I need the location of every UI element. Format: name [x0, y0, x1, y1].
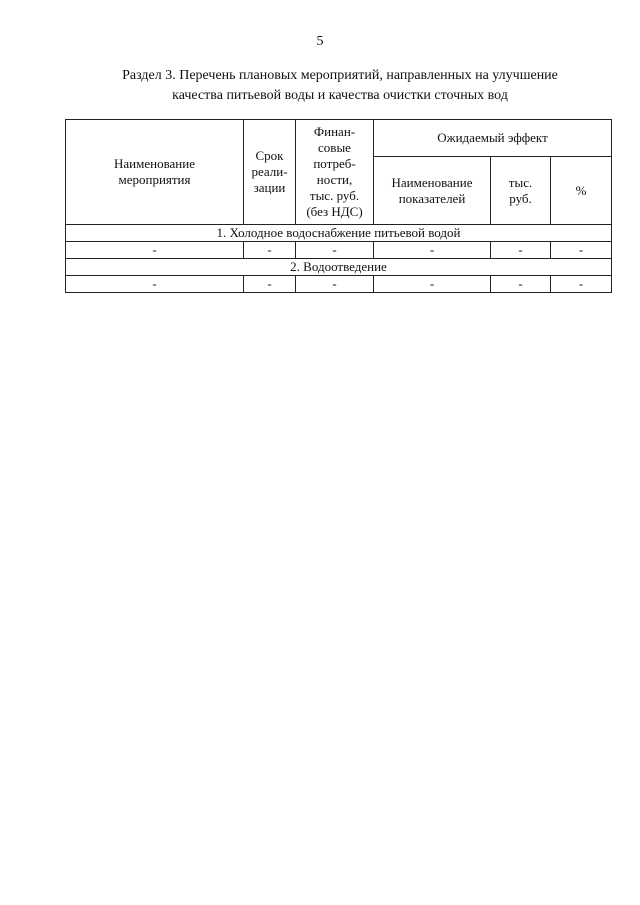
section-title-line-2: качества питьевой воды и качества очистки сточных вод — [172, 88, 508, 103]
cell-term: - — [244, 276, 296, 293]
header-expected-effect: Ожидаемый эффект — [374, 120, 612, 157]
section-heading-wastewater: 2. Водоотведение — [66, 259, 612, 276]
header-percent: % — [551, 157, 612, 225]
cell-percent: - — [551, 242, 612, 259]
section-title-line-1: Раздел 3. Перечень плановых мероприятий, направленных на улучшение — [122, 68, 558, 83]
cell-term: - — [244, 242, 296, 259]
cell-event-name: - — [66, 242, 244, 259]
header-financial-needs: Финан- совые потреб- ности, тыс. руб. (без НДС) — [296, 120, 374, 225]
cell-thousand-rub: - — [491, 276, 551, 293]
page-number: 5 — [316, 34, 324, 49]
header-indicator-name: Наименование показателей — [374, 157, 491, 225]
header-event-name: Наименование мероприятия — [66, 120, 244, 225]
cell-financial-needs: - — [296, 242, 374, 259]
section-heading-cold-water: 1. Холодное водоснабжение питьевой водой — [66, 225, 612, 242]
cell-percent: - — [551, 276, 612, 293]
header-term: Срок реали- зации — [244, 120, 296, 225]
header-thousand-rub: тыс. руб. — [491, 157, 551, 225]
plan-table — [65, 119, 612, 293]
cell-event-name: - — [66, 276, 244, 293]
cell-indicator-name: - — [374, 242, 491, 259]
cell-indicator-name: - — [374, 276, 491, 293]
cell-thousand-rub: - — [491, 242, 551, 259]
table-row — [66, 276, 612, 293]
section-title — [60, 66, 620, 106]
cell-financial-needs: - — [296, 276, 374, 293]
table-row — [66, 242, 612, 259]
